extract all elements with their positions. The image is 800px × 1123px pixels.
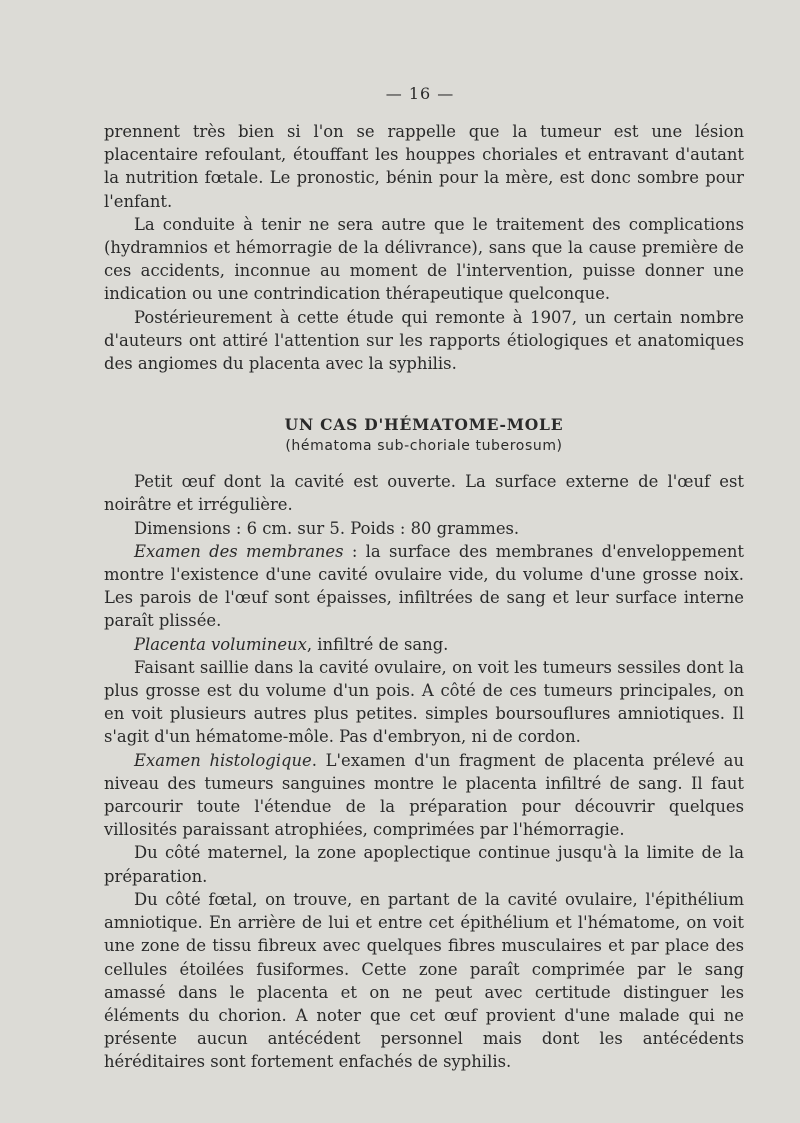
case-paragraph-6 [104,749,744,842]
intro-paragraph-2: La conduite à tenir ne sera autre que le traitement des complications (hydramnios et hémorragie de la délivrance), sans que la cause première de ces accidents, inconnue au moment de l'intervention, puisse donner une indication ou une contrindication thérapeutique quelconque. [104,214,744,304]
case-paragraph-5: Faisant saillie dans la cavité ovulaire, on voit les tumeurs sessiles dont la plus grosse est du volume d'un pois. A côté de ces tumeurs principales, on en voit plusieurs autres plus petites. simples boursouflures amniotiques. Il s'agit d'un hématome-môle. Pas d'embryon, ni de cordon. [104,657,744,747]
heading-spacer [104,456,744,470]
histology-label: Examen histologique [134,750,312,770]
placenta-label: Placenta volumineux [134,634,307,654]
case-paragraph-4 [104,633,744,656]
histology-text: . L'examen d'un fragment de placenta prélevé au niveau des tumeurs sanguines montre le placenta infiltré de sang. Il faut parcourir toute l'étendue de la préparation pour découvrir quelques villosités paraissant atrophiées, comprimées par l'hémorragie. [104,750,744,840]
intro-paragraph-1: prennent très bien si l'on se rappelle que la tumeur est une lésion placentaire refoulant, étouffant les houppes choriales et entravant d'autant la nutrition fœtale. Le pronostic, bénin pour la mère, est donc sombre pour l'enfant. [104,122,744,211]
membranes-label: Examen des membranes [134,541,344,561]
section-spacer [104,375,744,413]
case-paragraph-8: Du côté fœtal, on trouve, en partant de la cavité ovulaire, l'épithélium amniotique. En arrière de lui et entre cet épithélium et l'hématome, on voit une zone de tissu fibreux avec quelques fibres musculaires et par place des cellules étoilées fusiformes. Cette zone paraît comprimée par le sang amassé dans le placenta et on ne peut avec certitude distinguer les éléments du chorion. A noter que cet œuf provient d'une malade qui ne présente aucun antécédent personnel mais dont les antécédents héréditaires sont fortement enfachés de syphilis. [104,889,744,1072]
case-paragraph-7: Du côté maternel, la zone apoplectique continue jusqu'à la limite de la préparation. [104,843,744,886]
section-subtitle: (hématoma sub-choriale tuberosum) [285,438,563,455]
section-title: UN CAS D'HÉMATOME-MOLE [284,415,564,435]
case-paragraph-1: Petit œuf dont la cavité est ouverte. La surface externe de l'œuf est noirâtre et irrégulière. [104,472,744,515]
placenta-text: , infiltré de sang. [306,634,449,654]
case-paragraph-3 [104,540,744,633]
membranes-text: : la surface des membranes d'enveloppement montre l'existence d'une cavité ovulaire vide, du volume d'une grosse noix. Les parois de l'œuf sont épaisses, infiltrées de sang et leur surface interne paraît plissée. [104,541,744,631]
page-number: — 16 — [385,84,455,103]
intro-paragraph-3: Postérieurement à cette étude qui remonte à 1907, un certain nombre d'auteurs ont attiré l'attention sur les rapports étiologiques et anatomiques des angiomes du placenta avec la syphilis. [104,307,744,374]
case-paragraph-2: Dimensions : 6 cm. sur 5. Poids : 80 grammes. [134,518,520,538]
body-text [104,120,744,1074]
